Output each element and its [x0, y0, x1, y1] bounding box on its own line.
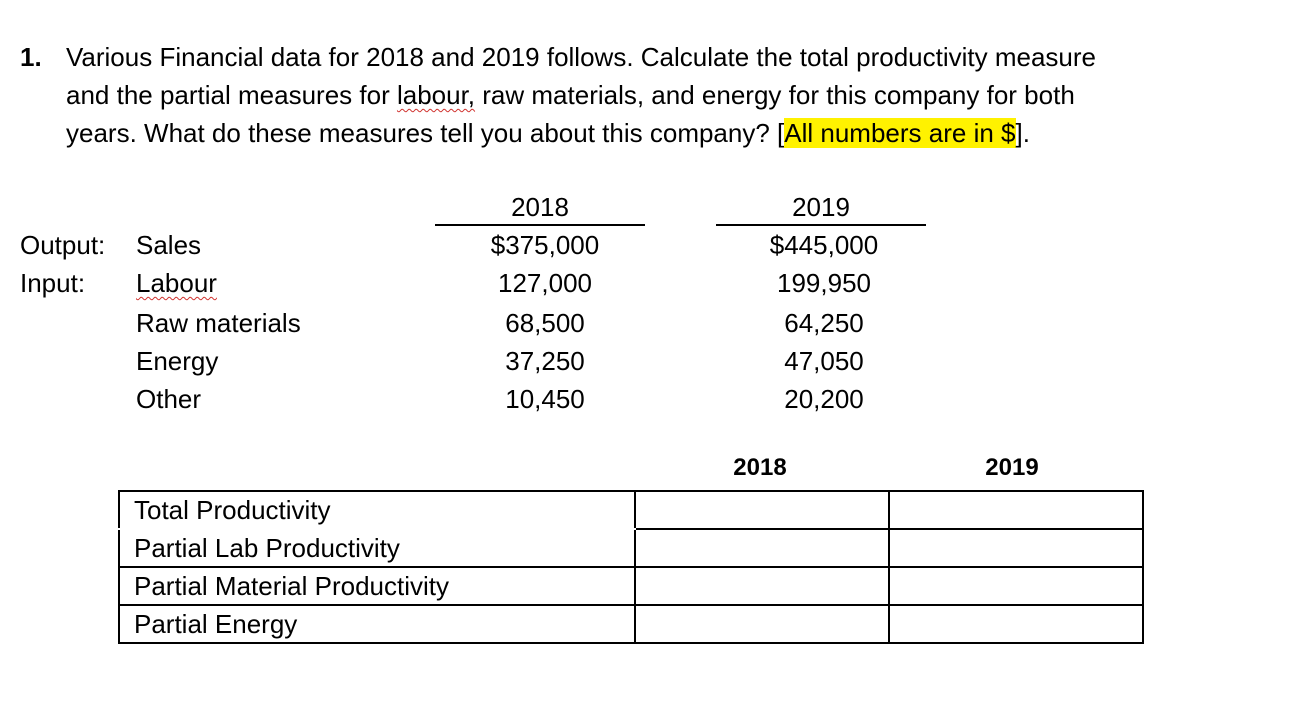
fin-value-raw-materials-2019: 64,250 — [784, 308, 864, 338]
fin-header-2018: 2018 — [435, 190, 645, 226]
fin-value-other-2018: 10,450 — [505, 384, 585, 414]
cell-partial-material-2019[interactable] — [889, 567, 1143, 605]
fin-row-label-labour: Labour — [136, 268, 217, 298]
prod-header-2018: 2018 — [733, 454, 787, 481]
cell-partial-energy-2019[interactable] — [889, 605, 1143, 643]
cell-partial-material-2018[interactable] — [635, 567, 889, 605]
row-label-partial-material-productivity: Partial Material Productivity — [119, 567, 635, 605]
row-label-partial-lab-productivity: Partial Lab Productivity — [119, 529, 635, 567]
cell-partial-lab-2019[interactable] — [889, 529, 1143, 567]
fin-row-label-other: Other — [136, 384, 202, 414]
row-label-total-productivity: Total Productivity — [119, 491, 635, 529]
question-line-1: Various Financial data for 2018 and 2019 follows. Calculate the total productivity measure — [66, 42, 1096, 72]
productivity-table — [118, 490, 1144, 644]
fin-value-energy-2018: 37,250 — [505, 346, 585, 376]
cell-partial-lab-2018[interactable] — [635, 529, 889, 567]
prod-header-2019: 2019 — [985, 454, 1039, 481]
cell-total-productivity-2018[interactable] — [635, 491, 889, 529]
spell-flag-labour: labour, — [396, 80, 476, 110]
fin-row-label-raw-materials: Raw materials — [136, 308, 301, 338]
fin-value-raw-materials-2018: 68,500 — [505, 308, 585, 338]
table-row — [119, 605, 1143, 643]
fin-value-sales-2018: $375,000 — [490, 230, 600, 260]
input-label: Input: — [20, 268, 86, 298]
output-label: Output: — [20, 230, 106, 260]
fin-row-label-sales: Sales — [136, 230, 202, 260]
question-line-3: years. What do these measures tell you about this company? [All numbers are in $]. — [66, 118, 1030, 148]
fin-value-sales-2019: $445,000 — [769, 230, 879, 260]
table-row — [119, 567, 1143, 605]
highlighted-note: All numbers are in $ — [784, 118, 1016, 148]
fin-row-label-energy: Energy — [136, 346, 219, 376]
question-number: 1. — [20, 42, 42, 72]
table-row — [119, 529, 1143, 567]
cell-partial-energy-2018[interactable] — [635, 605, 889, 643]
fin-header-2019: 2019 — [716, 190, 926, 226]
fin-value-labour-2019: 199,950 — [777, 268, 871, 298]
question-line-2: and the partial measures for labour, raw materials, and energy for this company for both — [66, 80, 1075, 110]
fin-value-labour-2018: 127,000 — [498, 268, 592, 298]
row-label-partial-energy: Partial Energy — [119, 605, 635, 643]
cell-total-productivity-2019[interactable] — [889, 491, 1143, 529]
fin-value-energy-2019: 47,050 — [784, 346, 864, 376]
table-row — [119, 491, 1143, 529]
fin-value-other-2019: 20,200 — [784, 384, 864, 414]
